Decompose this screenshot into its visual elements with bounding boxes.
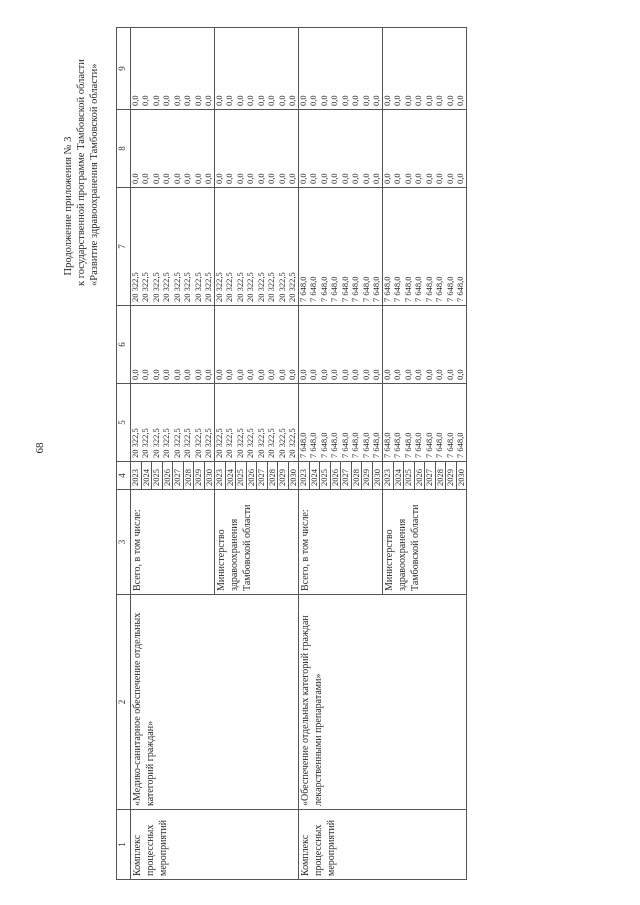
amount-cell: 0,0: [288, 110, 299, 188]
year-cell: 2026: [162, 462, 173, 490]
year-cell: 2025: [404, 462, 415, 490]
rotated-table-frame: [116, 28, 634, 880]
year-cell: 2024: [141, 462, 152, 490]
amount-cell: 7 648,0: [320, 188, 331, 306]
year-cell: 2028: [183, 462, 194, 490]
amount-cell: 0,0: [351, 110, 362, 188]
amount-cell: 0,0: [383, 28, 394, 110]
amount-cell: 7 648,0: [341, 188, 352, 306]
amount-cell: 0,0: [341, 110, 352, 188]
amount-cell: 0,0: [173, 110, 184, 188]
year-cell: 2030: [288, 462, 299, 490]
column-number-9: 9: [117, 28, 131, 110]
amount-cell: 20 322,5: [194, 384, 205, 462]
amount-cell: 0,0: [204, 110, 215, 188]
amount-cell: 0,0: [278, 306, 289, 384]
amount-cell: 0,0: [404, 28, 415, 110]
year-cell: 2023: [383, 462, 394, 490]
amount-cell: 20 322,5: [288, 384, 299, 462]
amount-cell: 20 322,5: [173, 384, 184, 462]
amount-cell: 0,0: [288, 306, 299, 384]
amount-cell: 0,0: [320, 28, 331, 110]
year-cell: 2029: [194, 462, 205, 490]
year-cell: 2023: [299, 462, 310, 490]
amount-cell: 0,0: [194, 28, 205, 110]
amount-cell: 0,0: [267, 306, 278, 384]
amount-cell: 0,0: [215, 28, 226, 110]
amount-cell: 20 322,5: [183, 188, 194, 306]
amount-cell: 0,0: [393, 306, 404, 384]
amount-cell: 0,0: [456, 306, 467, 384]
amount-cell: 7 648,0: [446, 188, 457, 306]
year-cell: 2029: [278, 462, 289, 490]
amount-cell: 0,0: [351, 306, 362, 384]
amount-cell: 20 322,5: [162, 188, 173, 306]
amount-cell: 0,0: [320, 110, 331, 188]
amount-cell: 7 648,0: [351, 188, 362, 306]
funding-table-wrapper: [116, 28, 634, 880]
amount-cell: 0,0: [362, 110, 373, 188]
amount-cell: 7 648,0: [456, 188, 467, 306]
amount-cell: 0,0: [257, 110, 268, 188]
amount-cell: 20 322,5: [215, 384, 226, 462]
amount-cell: 0,0: [341, 306, 352, 384]
year-cell: 2027: [341, 462, 352, 490]
amount-cell: 0,0: [194, 110, 205, 188]
amount-cell: 0,0: [131, 306, 142, 384]
amount-cell: 0,0: [404, 306, 415, 384]
amount-cell: 7 648,0: [446, 384, 457, 462]
amount-cell: 0,0: [141, 306, 152, 384]
amount-cell: 0,0: [183, 306, 194, 384]
amount-cell: 0,0: [446, 110, 457, 188]
amount-cell: 7 648,0: [372, 384, 383, 462]
amount-cell: 0,0: [162, 306, 173, 384]
column-number-4: 4: [117, 462, 131, 490]
amount-cell: 7 648,0: [435, 188, 446, 306]
amount-cell: 0,0: [383, 306, 394, 384]
year-cell: 2024: [309, 462, 320, 490]
amount-cell: 7 648,0: [425, 188, 436, 306]
amount-cell: 20 322,5: [257, 384, 268, 462]
column-number-1: 1: [117, 810, 131, 880]
amount-cell: 0,0: [414, 28, 425, 110]
year-cell: 2028: [267, 462, 278, 490]
amount-cell: 0,0: [330, 110, 341, 188]
year-cell: 2026: [330, 462, 341, 490]
amount-cell: 0,0: [435, 110, 446, 188]
year-cell: 2025: [236, 462, 247, 490]
amount-cell: 7 648,0: [414, 384, 425, 462]
funding-table: [116, 27, 467, 880]
amount-cell: 20 322,5: [278, 188, 289, 306]
amount-cell: 20 322,5: [194, 188, 205, 306]
amount-cell: 20 322,5: [162, 384, 173, 462]
amount-cell: 0,0: [393, 110, 404, 188]
amount-cell: 7 648,0: [309, 188, 320, 306]
amount-cell: 7 648,0: [351, 384, 362, 462]
amount-cell: 7 648,0: [383, 188, 394, 306]
amount-cell: 0,0: [225, 110, 236, 188]
amount-cell: 0,0: [299, 28, 310, 110]
amount-cell: 7 648,0: [414, 188, 425, 306]
amount-cell: 0,0: [257, 28, 268, 110]
amount-cell: 0,0: [131, 28, 142, 110]
amount-cell: 0,0: [288, 28, 299, 110]
amount-cell: 0,0: [372, 110, 383, 188]
amount-cell: 20 322,5: [204, 188, 215, 306]
amount-cell: 0,0: [173, 28, 184, 110]
header-line-3: «Развитие здравоохранения Тамбовской области»: [89, 63, 100, 286]
amount-cell: 0,0: [299, 306, 310, 384]
amount-cell: 7 648,0: [393, 384, 404, 462]
year-cell: 2026: [246, 462, 257, 490]
program-type-cell: Комплекс процессных мероприятий: [131, 810, 299, 880]
amount-cell: 7 648,0: [456, 384, 467, 462]
amount-cell: 0,0: [152, 110, 163, 188]
amount-cell: 7 648,0: [372, 188, 383, 306]
amount-cell: 0,0: [351, 28, 362, 110]
appendix-header: [62, 59, 100, 286]
year-cell: 2029: [446, 462, 457, 490]
amount-cell: 0,0: [362, 28, 373, 110]
year-cell: 2028: [351, 462, 362, 490]
amount-cell: 0,0: [204, 306, 215, 384]
year-cell: 2030: [456, 462, 467, 490]
amount-cell: 0,0: [362, 306, 373, 384]
funding-source-cell: Министерство здравоохранения Тамбовской области: [215, 490, 299, 595]
amount-cell: 20 322,5: [236, 384, 247, 462]
year-cell: 2025: [320, 462, 331, 490]
amount-cell: 7 648,0: [330, 188, 341, 306]
amount-cell: 20 322,5: [173, 188, 184, 306]
amount-cell: 7 648,0: [404, 384, 415, 462]
amount-cell: 0,0: [435, 28, 446, 110]
amount-cell: 7 648,0: [435, 384, 446, 462]
year-cell: 2030: [204, 462, 215, 490]
amount-cell: 7 648,0: [299, 188, 310, 306]
amount-cell: 0,0: [456, 28, 467, 110]
amount-cell: 0,0: [309, 306, 320, 384]
amount-cell: 0,0: [393, 28, 404, 110]
amount-cell: 0,0: [299, 110, 310, 188]
amount-cell: 7 648,0: [383, 384, 394, 462]
amount-cell: 20 322,5: [236, 188, 247, 306]
amount-cell: 0,0: [225, 306, 236, 384]
amount-cell: 0,0: [341, 28, 352, 110]
amount-cell: 0,0: [330, 306, 341, 384]
amount-cell: 20 322,5: [257, 188, 268, 306]
column-number-2: 2: [117, 595, 131, 810]
amount-cell: 7 648,0: [330, 384, 341, 462]
amount-cell: 0,0: [246, 28, 257, 110]
amount-cell: 0,0: [414, 110, 425, 188]
amount-cell: 0,0: [173, 306, 184, 384]
amount-cell: 0,0: [183, 110, 194, 188]
amount-cell: 20 322,5: [131, 188, 142, 306]
year-cell: 2026: [414, 462, 425, 490]
amount-cell: 7 648,0: [425, 384, 436, 462]
table-body: [131, 28, 467, 880]
amount-cell: 20 322,5: [141, 384, 152, 462]
amount-cell: 0,0: [225, 28, 236, 110]
amount-cell: 0,0: [435, 306, 446, 384]
amount-cell: 0,0: [414, 306, 425, 384]
amount-cell: 0,0: [215, 306, 226, 384]
amount-cell: 0,0: [446, 28, 457, 110]
amount-cell: 20 322,5: [141, 188, 152, 306]
amount-cell: 7 648,0: [404, 188, 415, 306]
amount-cell: 20 322,5: [152, 384, 163, 462]
amount-cell: 0,0: [215, 110, 226, 188]
amount-cell: 0,0: [456, 110, 467, 188]
column-number-8: 8: [117, 110, 131, 188]
amount-cell: 0,0: [141, 28, 152, 110]
program-name-cell: «Медико-санитарное обеспечение отдельных категорий граждан»: [131, 595, 299, 810]
amount-cell: 0,0: [309, 110, 320, 188]
amount-cell: 7 648,0: [393, 188, 404, 306]
year-cell: 2027: [173, 462, 184, 490]
amount-cell: 0,0: [267, 110, 278, 188]
page-number: 68: [34, 442, 46, 454]
program-type-cell: Комплекс процессных мероприятий: [299, 810, 467, 880]
year-cell: 2025: [152, 462, 163, 490]
amount-cell: 20 322,5: [267, 384, 278, 462]
program-name-cell: «Обеспечение отдельных категорий граждан лекарственными препаратами»: [299, 595, 467, 810]
amount-cell: 7 648,0: [309, 384, 320, 462]
amount-cell: 0,0: [246, 306, 257, 384]
amount-cell: 0,0: [425, 110, 436, 188]
amount-cell: 20 322,5: [204, 384, 215, 462]
amount-cell: 20 322,5: [246, 188, 257, 306]
amount-cell: 0,0: [320, 306, 331, 384]
amount-cell: 20 322,5: [267, 188, 278, 306]
amount-cell: 0,0: [372, 28, 383, 110]
amount-cell: 0,0: [236, 28, 247, 110]
year-cell: 2029: [362, 462, 373, 490]
year-cell: 2023: [131, 462, 142, 490]
amount-cell: 0,0: [425, 306, 436, 384]
column-number-7: 7: [117, 188, 131, 306]
funding-source-cell: Всего, в том числе:: [299, 490, 383, 595]
amount-cell: 0,0: [330, 28, 341, 110]
amount-cell: 0,0: [267, 28, 278, 110]
year-cell: 2027: [257, 462, 268, 490]
amount-cell: 0,0: [141, 110, 152, 188]
amount-cell: 0,0: [162, 110, 173, 188]
year-cell: 2028: [435, 462, 446, 490]
year-cell: 2023: [215, 462, 226, 490]
amount-cell: 20 322,5: [225, 384, 236, 462]
amount-cell: 0,0: [152, 28, 163, 110]
amount-cell: 20 322,5: [278, 384, 289, 462]
amount-cell: 20 322,5: [246, 384, 257, 462]
funding-source-cell: Всего, в том числе:: [131, 490, 215, 595]
amount-cell: 7 648,0: [320, 384, 331, 462]
column-number-6: 6: [117, 306, 131, 384]
amount-cell: 20 322,5: [288, 188, 299, 306]
column-number-row: [117, 28, 131, 880]
amount-cell: 0,0: [309, 28, 320, 110]
amount-cell: 0,0: [236, 110, 247, 188]
amount-cell: 7 648,0: [362, 188, 373, 306]
amount-cell: 0,0: [257, 306, 268, 384]
amount-cell: 0,0: [204, 28, 215, 110]
amount-cell: 20 322,5: [225, 188, 236, 306]
column-number-3: 3: [117, 490, 131, 595]
amount-cell: 7 648,0: [299, 384, 310, 462]
column-number-5: 5: [117, 384, 131, 462]
amount-cell: 0,0: [372, 306, 383, 384]
amount-cell: 7 648,0: [362, 384, 373, 462]
amount-cell: 20 322,5: [131, 384, 142, 462]
amount-cell: 0,0: [236, 306, 247, 384]
amount-cell: 7 648,0: [341, 384, 352, 462]
amount-cell: 0,0: [383, 110, 394, 188]
header-line-2: к государственной программе Тамбовской области: [76, 59, 87, 286]
amount-cell: 20 322,5: [183, 384, 194, 462]
amount-cell: 0,0: [278, 28, 289, 110]
amount-cell: 0,0: [246, 110, 257, 188]
amount-cell: 0,0: [183, 28, 194, 110]
year-cell: 2024: [393, 462, 404, 490]
year-cell: 2024: [225, 462, 236, 490]
amount-cell: 0,0: [131, 110, 142, 188]
funding-source-cell: Министерство здравоохранения Тамбовской области: [383, 490, 467, 595]
amount-cell: 0,0: [194, 306, 205, 384]
year-cell: 2030: [372, 462, 383, 490]
amount-cell: 0,0: [278, 110, 289, 188]
amount-cell: 20 322,5: [152, 188, 163, 306]
year-cell: 2027: [425, 462, 436, 490]
amount-cell: 0,0: [162, 28, 173, 110]
header-line-1: Продолжение приложения № 3: [63, 136, 74, 276]
amount-cell: 0,0: [446, 306, 457, 384]
amount-cell: 0,0: [152, 306, 163, 384]
amount-cell: 0,0: [425, 28, 436, 110]
amount-cell: 20 322,5: [215, 188, 226, 306]
amount-cell: 0,0: [404, 110, 415, 188]
